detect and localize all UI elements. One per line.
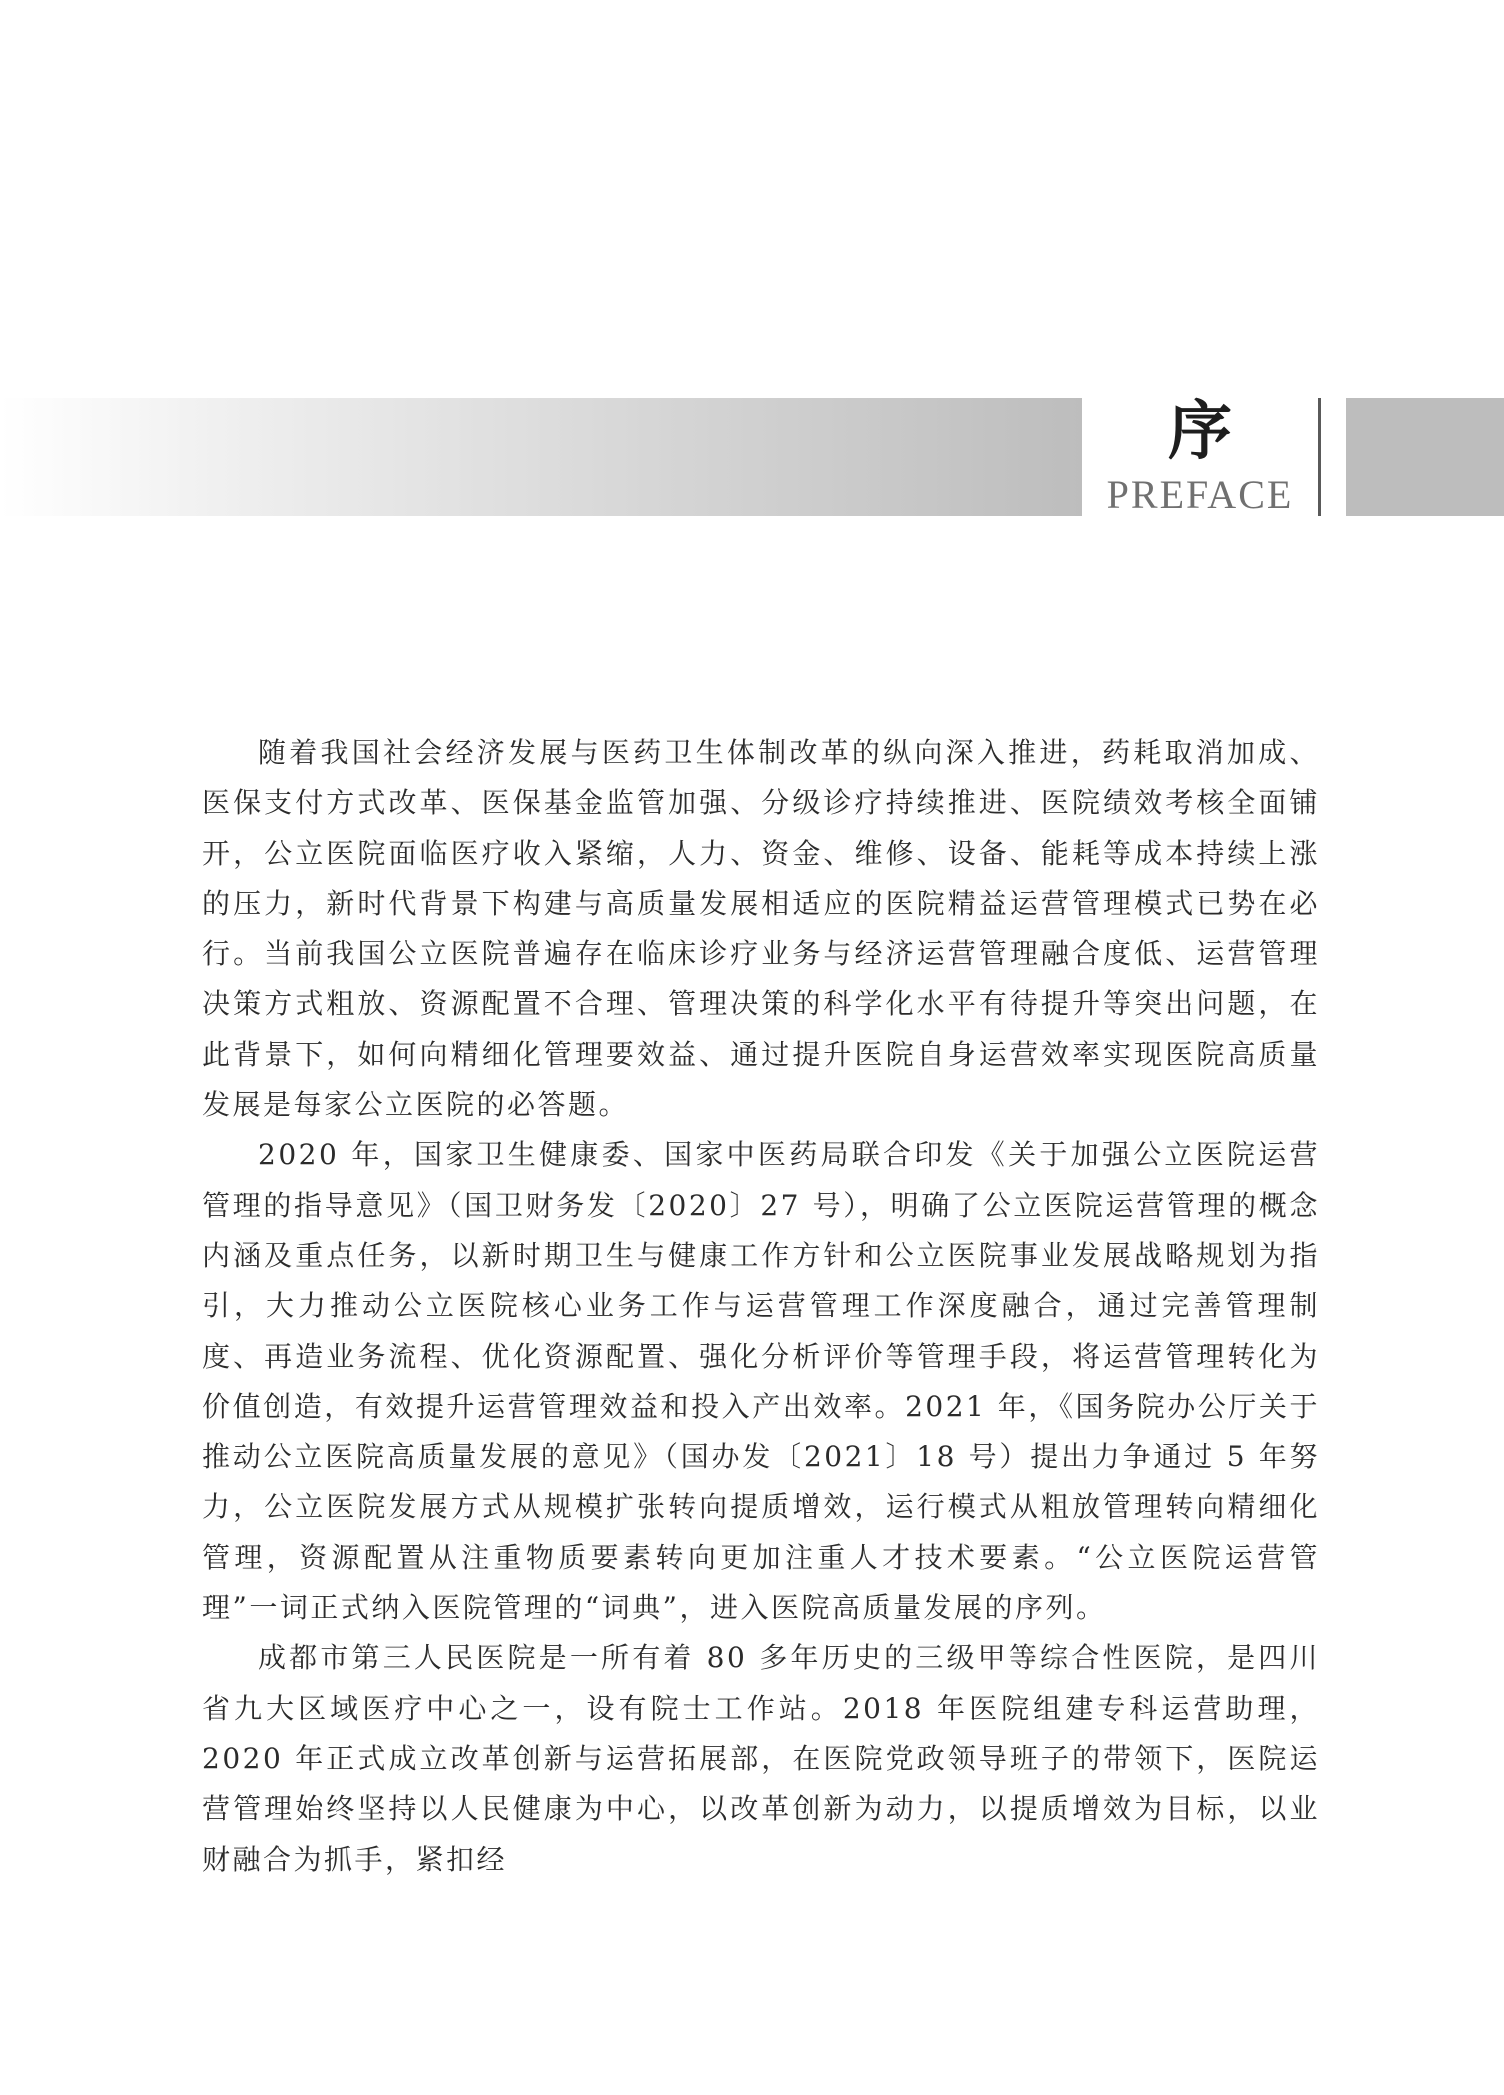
- header-divider: [1318, 398, 1321, 516]
- body-text: [202, 728, 1320, 1885]
- paragraph-2: 2020 年，国家卫生健康委、国家中医药局联合印发《关于加强公立医院运营管理的指导意见》（国卫财务发〔2020〕27 号），明确了公立医院运营管理的概念内涵及重点任务，以新时期卫生与健康工作方针和公立医院事业发展战略规划为指引，大力推动公立医院核心业务工作与运营管理工作深度融合，通过完善管理制度、再造业务流程、优化资源配置、强化分析评价等管理手段，将运营管理转化为价值创造，有效提升运营管理效益和投入产出效率。2021 年，《国务院办公厅关于推动公立医院高质量发展的意见》（国办发〔2021〕18 号）提出力争通过 5 年努力，公立医院发展方式从规模扩张转向提质增效，运行模式从粗放管理转向精细化管理，资源配置从注重物质要素转向更加注重人才技术要素。“公立医院运营管理”一词正式纳入医院管理的“词典”，进入医院高质量发展的序列。: [202, 1138, 1320, 1625]
- header-gradient-band: [0, 398, 1082, 516]
- paragraph-3: 成都市第三人民医院是一所有着 80 多年历史的三级甲等综合性医院，是四川省九大区域医疗中心之一，设有院士工作站。2018 年医院组建专科运营助理，2020 年正式成立改革创新与运营拓展部，在医院党政领导班子的带领下，医院运营管理始终坚持以人民健康为中心，以改革创新为动力，以提质增效为目标，以业财融合为抓手，紧扣经: [202, 1641, 1320, 1876]
- chapter-title: 序: [1168, 395, 1232, 469]
- header-gray-block: [1346, 398, 1504, 516]
- paragraph-1: 随着我国社会经济发展与医药卫生体制改革的纵向深入推进，药耗取消加成、医保支付方式改革、医保基金监管加强、分级诊疗持续推进、医院绩效考核全面铺开，公立医院面临医疗收入紧缩，人力、资金、维修、设备、能耗等成本持续上涨的压力，新时代背景下构建与高质量发展相适应的医院精益运营管理模式已势在必行。当前我国公立医院普遍存在临床诊疗业务与经济运营管理融合度低、运营管理决策方式粗放、资源配置不合理、管理决策的科学化水平有待提升等突出问题，在此背景下，如何向精细化管理要效益、通过提升医院自身运营效率实现医院高质量发展是每家公立医院的必答题。: [202, 736, 1320, 1122]
- chapter-subtitle: PREFACE: [1106, 472, 1294, 517]
